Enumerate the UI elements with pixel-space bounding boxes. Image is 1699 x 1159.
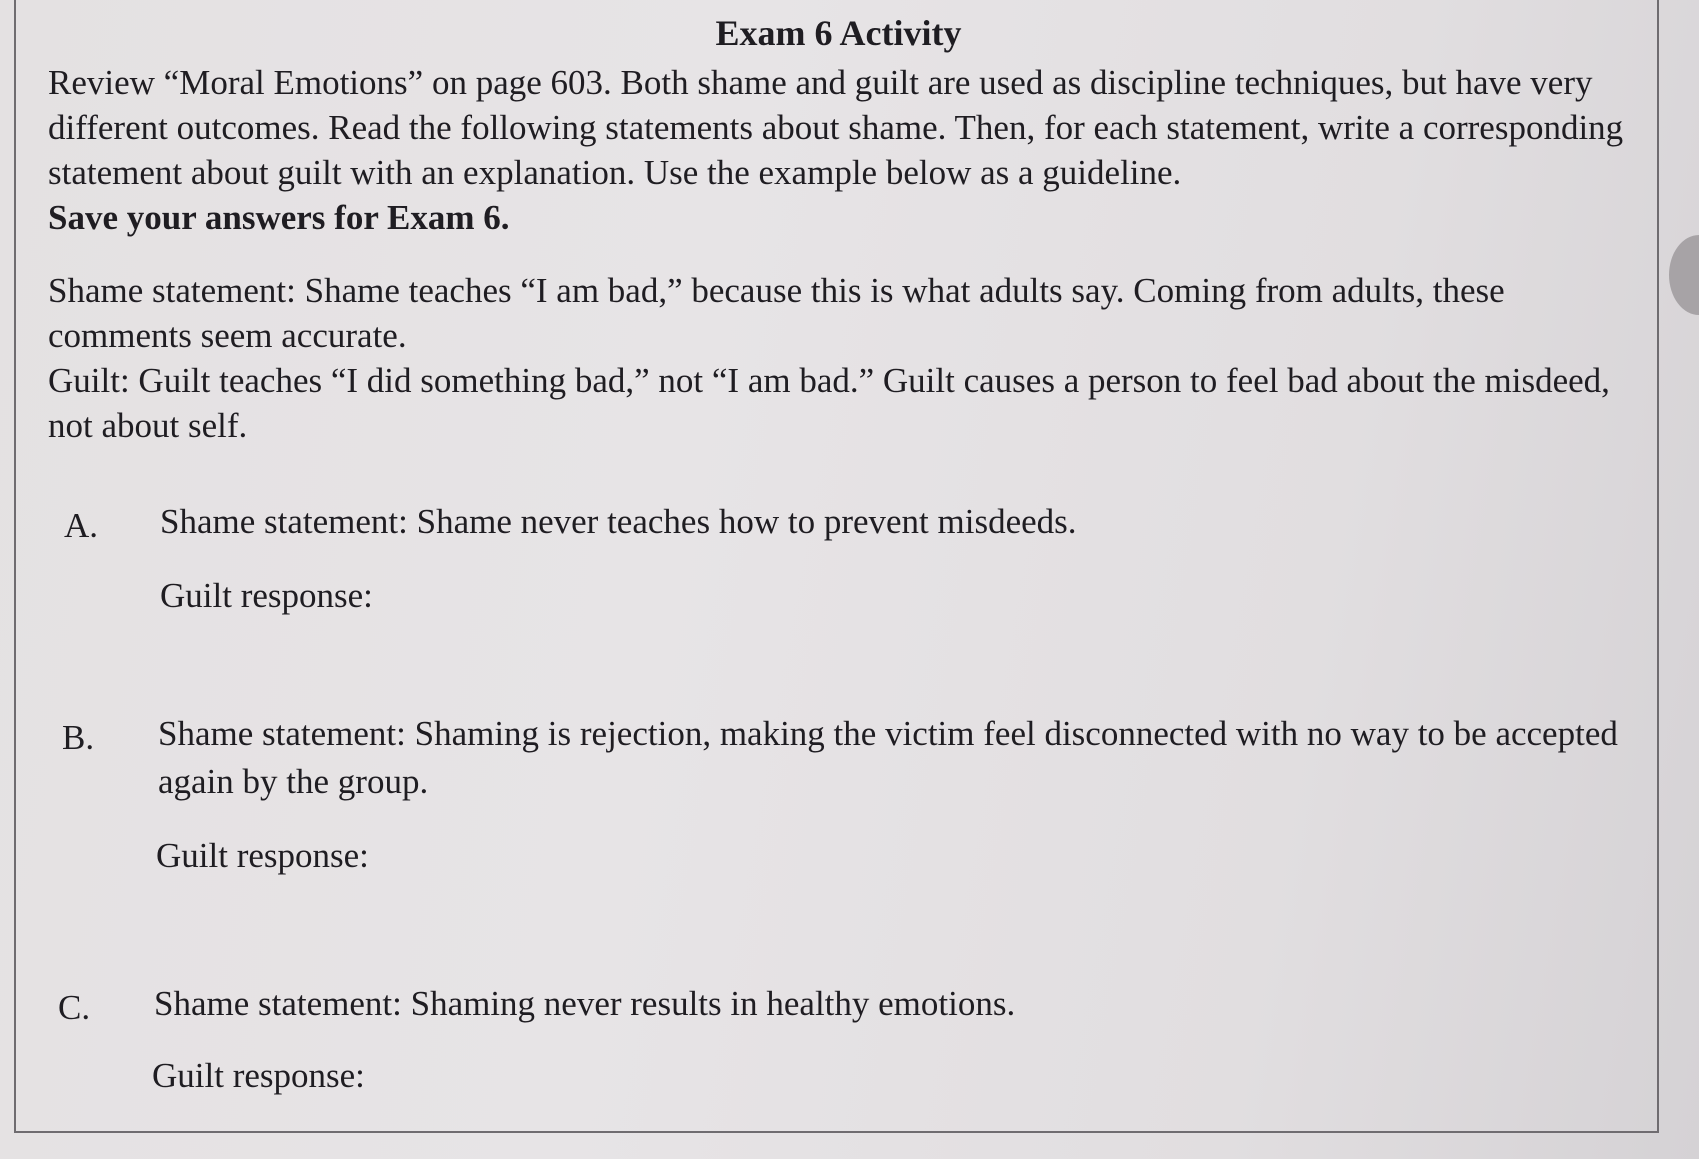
instructions-text: Review “Moral Emotions” on page 603. Both shame and guilt are used as discipline techniques, but have very different outcomes. Read the following statements about shame. Then, for each statement, write a corresponding statement about guilt with an explanation. Use the example below as a guideline. <box>48 63 1624 192</box>
item-a-guilt-response-label: Guilt response: <box>160 576 373 615</box>
activity-box <box>14 0 1659 1133</box>
item-b-letter: B. <box>62 718 95 757</box>
item-c-statement: Shame statement: Shaming never results in healthy emotions. <box>154 984 1016 1023</box>
item-a-letter: A. <box>64 506 99 545</box>
item-b-guilt-response-label: Guilt response: <box>156 836 369 875</box>
item-a-statement: Shame statement: Shame never teaches how to prevent misdeeds. <box>160 502 1077 541</box>
item-b-statement: Shame statement: Shaming is rejection, making the victim feel disconnected with no way to be accepted again by the group. <box>158 714 1618 801</box>
item-c-letter: C. <box>58 988 91 1027</box>
example-block <box>48 268 1638 448</box>
page-title: Exam 6 Activity <box>715 13 962 53</box>
instructions <box>48 60 1638 240</box>
item-c-guilt-response-label: Guilt response: <box>152 1056 365 1095</box>
save-note: Save your answers for Exam 6. <box>48 198 510 237</box>
example-shame-statement: Shame statement: Shame teaches “I am bad,” because this is what adults say. Coming from adults, these comments seem accurate. <box>48 271 1505 355</box>
page-edge-shadow <box>1669 235 1699 315</box>
example-guilt-statement: Guilt: Guilt teaches “I did something bad,” not “I am bad.” Guilt causes a person to feel bad about the misdeed, not about self. <box>48 361 1610 445</box>
